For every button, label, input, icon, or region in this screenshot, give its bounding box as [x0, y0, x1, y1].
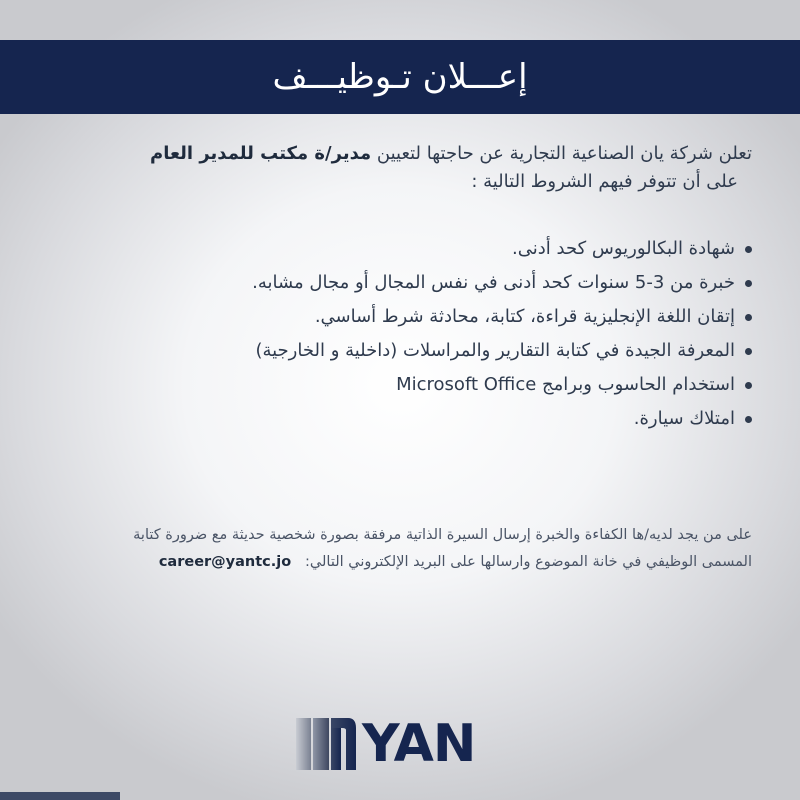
- instructions-line-1: على من يجد لديه/ها الكفاءة والخبرة إرسال السيرة الذاتية مرفقة بصورة شخصية حديثة مع ضرورة كتابة: [133, 527, 752, 543]
- requirement-text: إتقان اللغة الإنجليزية قراءة، كتابة، محادثة شرط أساسي.: [314, 306, 735, 327]
- yan-stripes-logo-icon: [296, 714, 358, 774]
- requirement-text: استخدام الحاسوب وبرامج Microsoft Office: [396, 374, 735, 395]
- application-instructions: [32, 522, 752, 576]
- requirement-text: المعرفة الجيدة في كتابة التقارير والمراسلات (داخلية و الخارجية): [255, 340, 735, 361]
- bullet-icon: [745, 416, 752, 423]
- bullet-icon: [745, 348, 752, 355]
- requirement-text: امتلاك سيارة.: [633, 408, 735, 429]
- requirements-list: [52, 232, 752, 436]
- company-logo: [296, 714, 506, 774]
- intro-text: تعلن شركة يان الصناعية التجارية عن حاجتها لتعيين: [376, 143, 752, 164]
- instructions-line-2: [32, 549, 752, 576]
- list-item: [52, 368, 752, 402]
- page-title: إعـــلان تـوظيـــف: [272, 57, 528, 97]
- bullet-icon: [745, 280, 752, 287]
- list-item: [52, 334, 752, 368]
- bullet-icon: [745, 246, 752, 253]
- list-item: [52, 402, 752, 436]
- intro-line-2: على أن تتوفر فيهم الشروط التالية :: [471, 171, 738, 192]
- requirement-text: شهادة البكالوريوس كحد أدنى.: [512, 238, 735, 259]
- bullet-icon: [745, 314, 752, 321]
- list-item: [52, 300, 752, 334]
- instructions-text: المسمى الوظيفي في خانة الموضوع وارسالها على البريد الإلكتروني التالي:: [305, 554, 752, 570]
- job-position: مدير/ة مكتب للمدير العام: [150, 143, 372, 164]
- list-item: [52, 232, 752, 266]
- header-banner: [0, 40, 800, 114]
- bottom-accent-bar: [0, 792, 120, 800]
- logo-text: YAN: [362, 714, 476, 774]
- email-link[interactable]: career@yantc.jo: [158, 554, 292, 570]
- intro-line-1: [32, 140, 752, 168]
- list-item: [52, 266, 752, 300]
- bullet-icon: [745, 382, 752, 389]
- requirement-text: خبرة من 3-5 سنوات كحد أدنى في نفس المجال أو مجال مشابه.: [252, 272, 735, 293]
- intro-paragraph: [32, 140, 752, 196]
